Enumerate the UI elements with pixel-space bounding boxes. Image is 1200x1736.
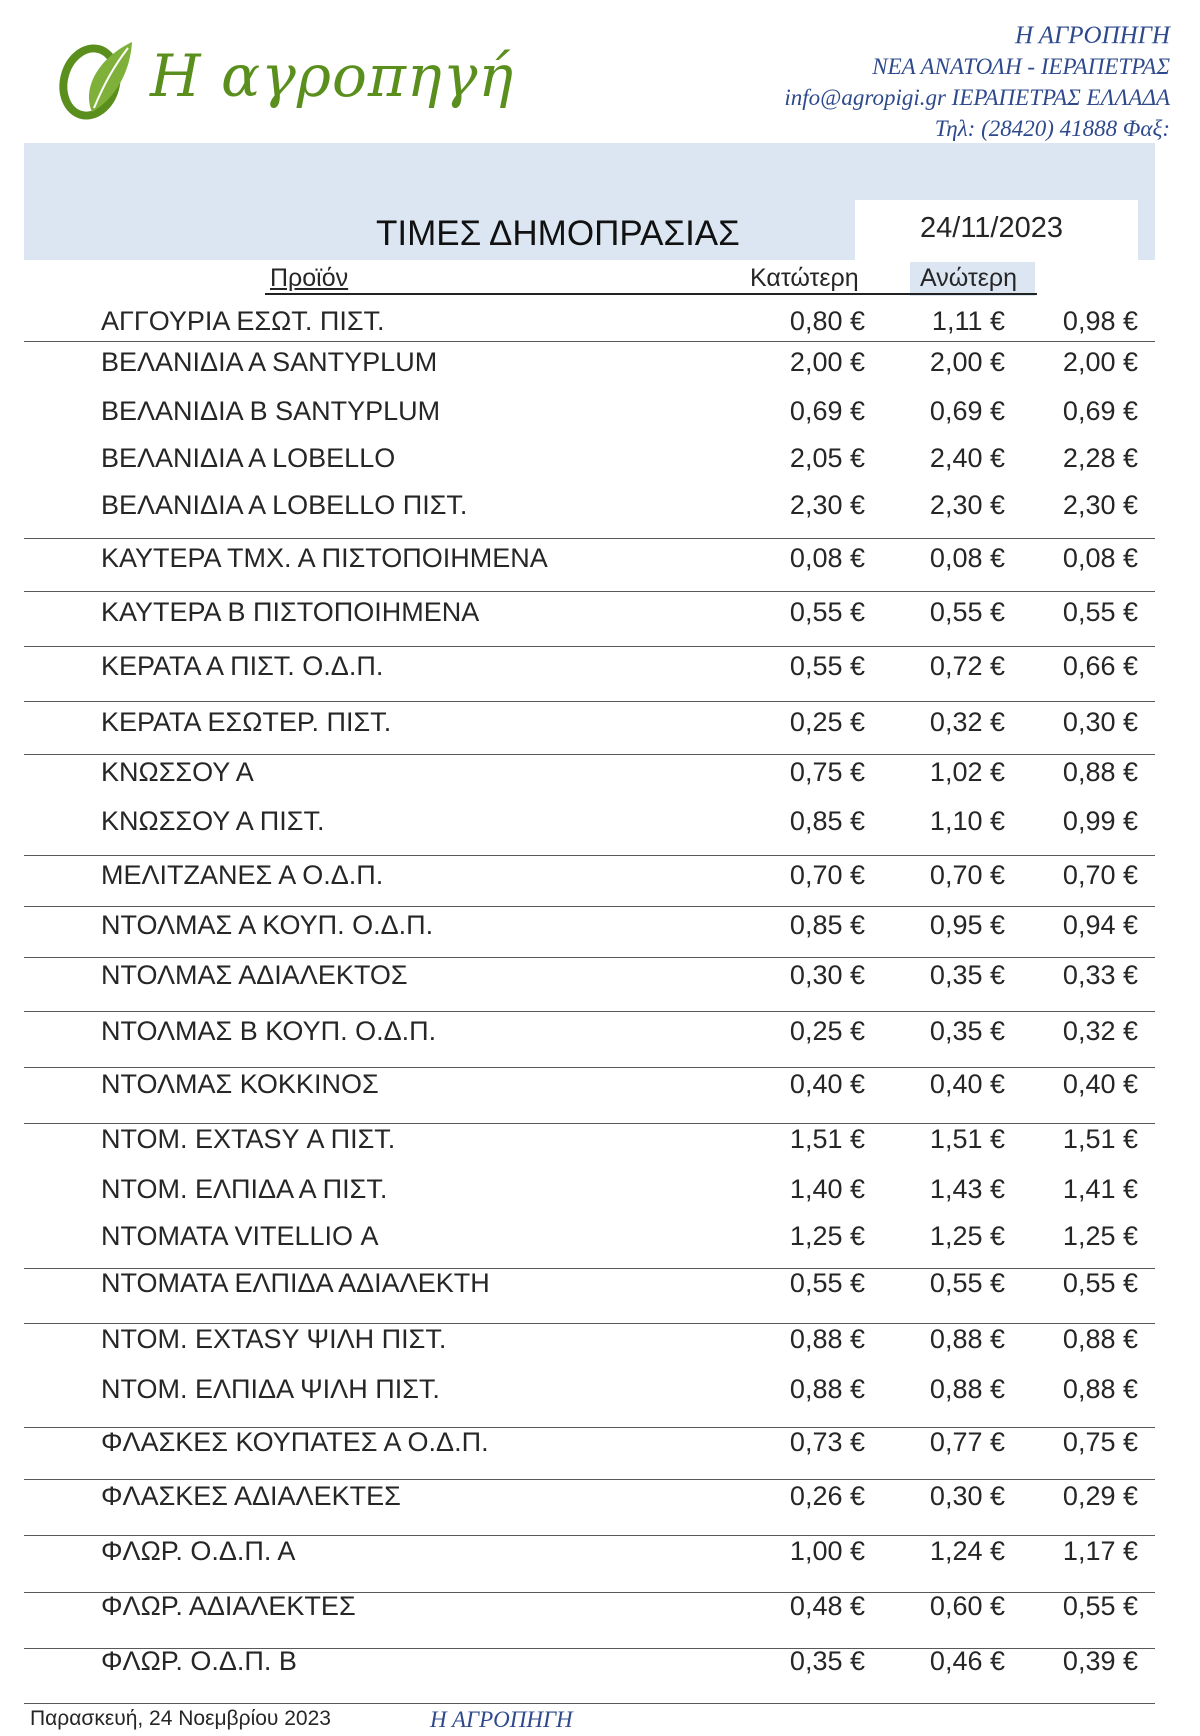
price-high: 0,72 € — [929, 651, 1005, 681]
price-low: 0,40 € — [789, 1069, 865, 1099]
price-low: 0,55 € — [789, 1268, 865, 1298]
product-name: ΝΤΟΜΑΤΑ ΕΛΠΙΔΑ ΑΔΙΑΛΕΚΤΗ — [101, 1268, 490, 1298]
product-name: ΦΛΩΡ. Ο.Δ.Π. Β — [101, 1646, 297, 1676]
leaf-icon — [52, 34, 142, 124]
company-info — [784, 20, 1170, 144]
table-row — [0, 905, 1200, 945]
product-name: ΚΝΩΣΣΟΥ Α ΠΙΣΤ. — [101, 806, 325, 836]
price-average: 0,55 € — [1062, 1591, 1138, 1621]
product-name: ΒΕΛΑΝΙΔΙΑ Α SANTYPLUM — [101, 347, 438, 377]
price-average: 1,41 € — [1062, 1174, 1138, 1204]
table-row — [0, 1476, 1200, 1516]
price-high: 1,24 € — [929, 1536, 1005, 1566]
price-average: 0,39 € — [1062, 1646, 1138, 1676]
table-row — [0, 301, 1200, 341]
price-low: 0,73 € — [789, 1427, 865, 1457]
price-average: 2,30 € — [1062, 490, 1138, 520]
table-row — [0, 1169, 1200, 1209]
column-header-product: Προϊόν — [270, 264, 349, 292]
auction-date: 24/11/2023 — [920, 212, 1063, 244]
company-email-line: info@agropigi.gr ΙΕΡΑΠΕΤΡΑΣ ΕΛΛΑΔΑ — [784, 85, 1170, 110]
price-high: 0,40 € — [929, 1069, 1005, 1099]
price-low: 0,55 € — [789, 597, 865, 627]
price-average: 0,69 € — [1062, 396, 1138, 426]
price-high: 0,55 € — [929, 1268, 1005, 1298]
product-name: ΦΛΩΡ. ΑΔΙΑΛΕΚΤΕΣ — [101, 1591, 356, 1621]
product-name: ΒΕΛΑΝΙΔΙΑ Α LOBELLO — [101, 443, 396, 473]
table-row — [0, 1422, 1200, 1462]
price-average: 1,17 € — [1062, 1536, 1138, 1566]
table-row — [0, 1263, 1200, 1303]
price-average: 0,99 € — [1062, 806, 1138, 836]
product-name: ΑΓΓΟΥΡΙΑ ΕΣΩΤ. ΠΙΣΤ. — [101, 306, 385, 336]
price-high: 2,00 € — [929, 347, 1005, 377]
price-low: 1,40 € — [789, 1174, 865, 1204]
product-name: ΝΤΟΛΜΑΣ ΑΔΙΑΛΕΚΤΟΣ — [101, 960, 408, 990]
price-average: 1,25 € — [1062, 1221, 1138, 1251]
price-average: 0,55 € — [1062, 1268, 1138, 1298]
product-name: ΒΕΛΑΝΙΔΙΑ Β SANTYPLUM — [101, 396, 441, 426]
price-high: 0,95 € — [929, 910, 1005, 940]
company-address: ΝΕΑ ΑΝΑΤΟΛΗ - ΙΕΡΑΠΕΤΡΑΣ — [872, 54, 1170, 79]
price-average: 0,55 € — [1062, 597, 1138, 627]
price-low: 2,05 € — [789, 443, 865, 473]
product-name: ΚΕΡΑΤΑ ΕΣΩΤΕΡ. ΠΙΣΤ. — [101, 707, 392, 737]
product-name: ΚΑΥΤΕΡΑ ΤΜΧ. Α ΠΙΣΤΟΠΟΙΗΜΕΝΑ — [101, 543, 548, 573]
column-header-low: Κατώτερη — [750, 264, 859, 292]
price-low: 0,88 € — [789, 1374, 865, 1404]
price-high: 0,60 € — [929, 1591, 1005, 1621]
product-name: ΝΤΟΛΜΑΣ Β ΚΟΥΠ. Ο.Δ.Π. — [101, 1016, 437, 1046]
table-row — [0, 702, 1200, 742]
price-average: 0,88 € — [1062, 757, 1138, 787]
price-low: 0,85 € — [789, 910, 865, 940]
product-name: ΦΛΑΣΚΕΣ ΚΟΥΠΑΤΕΣ Α Ο.Δ.Π. — [101, 1427, 489, 1457]
price-low: 0,88 € — [789, 1324, 865, 1354]
price-low: 0,85 € — [789, 806, 865, 836]
table-row — [0, 646, 1200, 686]
price-low: 0,26 € — [789, 1481, 865, 1511]
product-name: ΦΛΩΡ. Ο.Δ.Π. Α — [101, 1536, 296, 1566]
price-average: 0,33 € — [1062, 960, 1138, 990]
table-row — [0, 1119, 1200, 1159]
price-high: 2,30 € — [929, 490, 1005, 520]
product-name: ΚΝΩΣΣΟΥ Α — [101, 757, 254, 787]
product-name: ΚΕΡΑΤΑ Α ΠΙΣΤ. Ο.Δ.Π. — [101, 651, 384, 681]
price-average: 2,28 € — [1062, 443, 1138, 473]
table-row — [0, 1319, 1200, 1359]
price-average: 0,88 € — [1062, 1374, 1138, 1404]
logo-text: Η αγροπηγή — [150, 42, 515, 110]
table-row — [0, 752, 1200, 792]
table-row — [0, 1641, 1200, 1681]
price-average: 0,32 € — [1062, 1016, 1138, 1046]
price-low: 0,55 € — [789, 651, 865, 681]
price-low: 0,80 € — [789, 306, 865, 336]
price-high: 0,30 € — [929, 1481, 1005, 1511]
header-rule — [265, 293, 1037, 295]
product-name: ΒΕΛΑΝΙΔΙΑ Α LOBELLO ΠΙΣΤ. — [101, 490, 468, 520]
price-low: 0,08 € — [789, 543, 865, 573]
price-high: 0,70 € — [929, 860, 1005, 890]
price-high: 0,88 € — [929, 1324, 1005, 1354]
price-high: 1,25 € — [929, 1221, 1005, 1251]
table-row — [0, 855, 1200, 895]
price-low: 1,25 € — [789, 1221, 865, 1251]
company-name: Η ΑΓΡΟΠΗΓΗ — [1014, 22, 1170, 49]
table-row — [0, 1216, 1200, 1256]
table-row — [0, 1586, 1200, 1626]
table-row — [0, 1369, 1200, 1409]
price-low: 0,25 € — [789, 707, 865, 737]
price-high: 0,88 € — [929, 1374, 1005, 1404]
price-high: 1,11 € — [931, 306, 1005, 336]
price-low: 2,00 € — [789, 347, 865, 377]
table-row — [0, 342, 1200, 382]
footer-company: Η ΑΓΡΟΠΗΓΗ — [430, 1707, 573, 1732]
price-low: 1,51 € — [789, 1124, 865, 1154]
product-name: ΝΤΟΛΜΑΣ ΚΟΚΚΙΝΟΣ — [101, 1069, 379, 1099]
product-name: ΝΤΟΜ. ΕΛΠΙΔΑ Α ΠΙΣΤ. — [101, 1174, 388, 1204]
price-average: 0,70 € — [1062, 860, 1138, 890]
company-logo — [52, 28, 515, 128]
product-name: ΝΤΟΛΜΑΣ Α ΚΟΥΠ. Ο.Δ.Π. — [101, 910, 434, 940]
table-row — [0, 1011, 1200, 1051]
table-row — [0, 485, 1200, 525]
table-row — [0, 592, 1200, 632]
price-average: 0,40 € — [1062, 1069, 1138, 1099]
price-average: 0,08 € — [1062, 543, 1138, 573]
table-row — [0, 538, 1200, 578]
price-high: 0,35 € — [929, 960, 1005, 990]
price-average: 0,75 € — [1062, 1427, 1138, 1457]
price-high: 0,32 € — [929, 707, 1005, 737]
footer-date: Παρασκευή, 24 Νοεμβρίου 2023 — [30, 1707, 331, 1730]
product-name: ΚΑΥΤΕΡΑ Β ΠΙΣΤΟΠΟΙΗΜΕΝΑ — [101, 597, 480, 627]
price-average: 0,29 € — [1062, 1481, 1138, 1511]
price-high: 0,08 € — [929, 543, 1005, 573]
product-name: ΝΤΟΜΑΤΑ VITELLIO Α — [101, 1221, 379, 1251]
price-high: 1,43 € — [929, 1174, 1005, 1204]
price-high: 0,69 € — [929, 396, 1005, 426]
company-phone-line: Τηλ: (28420) 41888 Φαξ: — [934, 116, 1170, 141]
price-low: 0,25 € — [789, 1016, 865, 1046]
price-high: 1,51 € — [929, 1124, 1005, 1154]
table-row — [0, 438, 1200, 478]
column-header-high: Ανώτερη — [920, 264, 1018, 292]
price-average: 0,66 € — [1062, 651, 1138, 681]
price-low: 2,30 € — [789, 490, 865, 520]
price-low: 0,70 € — [789, 860, 865, 890]
price-average: 0,88 € — [1062, 1324, 1138, 1354]
product-name: ΝΤΟΜ. EXTASY Α ΠΙΣΤ. — [101, 1124, 396, 1154]
price-average: 1,51 € — [1062, 1124, 1138, 1154]
table-row — [0, 801, 1200, 841]
price-average: 0,94 € — [1062, 910, 1138, 940]
product-name: ΝΤΟΜ. EXTASY ΨΙΛΗ ΠΙΣΤ. — [101, 1324, 447, 1354]
table-row — [0, 1064, 1200, 1104]
price-high: 0,35 € — [929, 1016, 1005, 1046]
price-low: 0,75 € — [789, 757, 865, 787]
product-name: ΜΕΛΙΤΖΑΝΕΣ Α Ο.Δ.Π. — [101, 860, 384, 890]
price-low: 0,35 € — [789, 1646, 865, 1676]
price-high: 1,02 € — [929, 757, 1005, 787]
price-low: 1,00 € — [789, 1536, 865, 1566]
price-low: 0,69 € — [789, 396, 865, 426]
price-high: 0,77 € — [929, 1427, 1005, 1457]
price-high: 0,46 € — [929, 1646, 1005, 1676]
table-row — [0, 1531, 1200, 1571]
product-name: ΦΛΑΣΚΕΣ ΑΔΙΑΛΕΚΤΕΣ — [101, 1481, 401, 1511]
price-average: 2,00 € — [1062, 347, 1138, 377]
product-name: ΝΤΟΜ. ΕΛΠΙΔΑ ΨΙΛΗ ΠΙΣΤ. — [101, 1374, 440, 1404]
price-average: 0,98 € — [1062, 306, 1138, 336]
price-high: 0,55 € — [929, 597, 1005, 627]
table-row — [0, 391, 1200, 431]
page-title: ΤΙΜΕΣ ΔΗΜΟΠΡΑΣΙΑΣ — [376, 214, 740, 253]
table-row — [0, 955, 1200, 995]
price-average: 0,30 € — [1062, 707, 1138, 737]
price-high: 1,10 € — [929, 806, 1005, 836]
row-divider — [24, 1703, 1155, 1704]
price-low: 0,48 € — [789, 1591, 865, 1621]
price-low: 0,30 € — [789, 960, 865, 990]
price-high: 2,40 € — [929, 443, 1005, 473]
